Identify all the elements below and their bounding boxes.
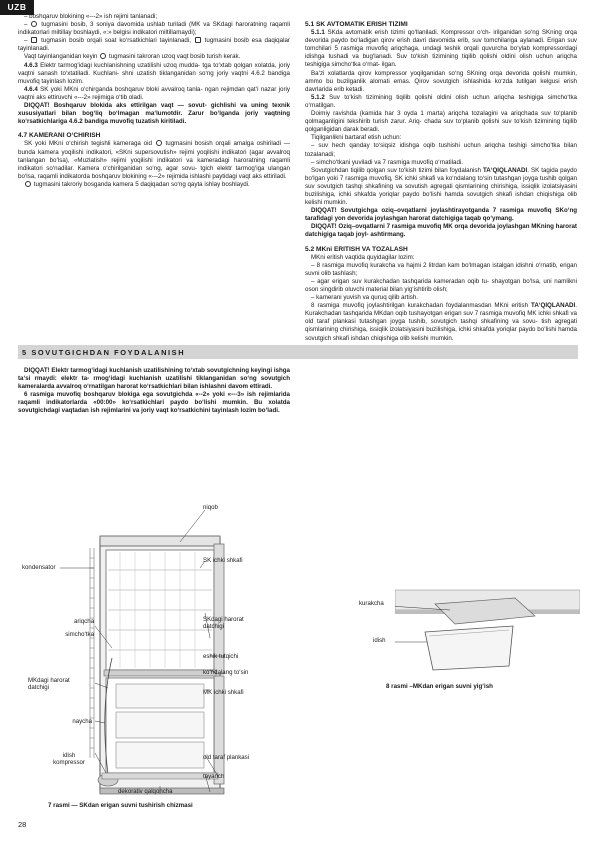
paragraph: Doimiy ravishda (kamida har 3 oyda 1 marta) ariqcha tozalagini va ariqchada suv to‘planib qolmaganligini tekshirib turish zarur. Ariq- chada suv to‘planib qolishi suv to‘kish tizimining tiqilib qolganligidan darak beradi.: [305, 110, 577, 134]
warning-paragraph: DIQQAT! Boshqaruv blokida aks ettirilgan vaqt — sovut- gichlishi va uning texnik xususiyatlari bilan bog‘liq bo‘lmagan ma‘lumotdir. Zarur bo‘lganda joriy vaqtning ko‘rsatkichlariga 4.6.2 bandiga muvofiq tuzatish kiritiladi.: [18, 102, 290, 126]
label-mk-datchik: MKdagi harorat datchigi: [28, 677, 70, 692]
power-button-icon: [25, 181, 31, 187]
paragraph: – suv hech qanday to‘siqsiz idishga oqib tushishi uchun ariqcha teshigi simcho‘tka bilan tozalanadi;: [305, 142, 577, 158]
section-heading: 5.2 MKni ERITISH VA TOZALASH: [305, 245, 408, 253]
paragraph: – kamerani yuvish va quruq qilib artish.: [311, 294, 418, 302]
label-idish: idish: [373, 637, 386, 644]
page-number: 28: [18, 820, 27, 829]
label-tayanch: tayanch: [203, 773, 225, 780]
left-column: [18, 13, 290, 189]
paragraph: 8 rasmiga muvofiq joylashtirilgan kurakchadan foydalanmasdan MKni eritish TA‘QIQLANADI. Kurakchadan tashqarida MKdan oqib tushayotgan erigan suv 7 rasmiga muvofiq MK ichki shkafi va old taraf plankasi tutashgan joyga tushib, sovutgich tashqi shkafining va sovu- tish agregati qismlarining chirishiga, issiqlik izolatsiyasini buzilishiga, ichki shkafda yoriqlar paydo bo‘lishi hamda sovutgich shkafi ishdan chiqishiga olib kelishi mumkin.: [305, 302, 577, 342]
label-old-taraf-plankasi: old taraf plankasi: [203, 754, 250, 761]
label-sk-datchik: SKdagi harorat datchigi: [203, 616, 244, 631]
label-kondalang-tosin: ko‘ndalang to‘sin: [203, 669, 249, 676]
text-line: – tugmasini bosib, 3 soniya davomida ushlab turiladi (MK va SKdagi haroratning raqamli indikatorlari miltillay boshlaydi, «:» belgisi indikatori miltillamaydi);: [18, 21, 290, 37]
paragraph: – agar erigan suv kurakchadan tashqarida kameradan oqib tu- shayotgan bo‘lsa, uni namlikni oson singdirib oluvchi material bilan yig‘ishtirib olish;: [305, 277, 577, 293]
figure-caption: 8 rasmi –MKdan erigan suvni yig‘ish: [386, 683, 493, 690]
section-heading: 4.7 KAMERANI O‘CHIRISH: [18, 132, 101, 140]
warning-paragraph: DIQQAT! Elektr tarmog‘idagi kuchlanish uzatilishining to‘xtab sovutgichning keyingi ishga ta‘si rmaydi: elektr ta- rmog‘idagi kuchlanish uzatilishi tiklanganidan so‘ng sovutgich kameralarda avvalroq o‘rnatilgan harorat ko‘rsatkichlari bilan ishlashni davom ettiradi.: [18, 367, 290, 391]
paragraph: MKni eritish vaqtida quyidagilar lozim:: [311, 253, 415, 261]
section-title: 5 SOVUTGICHDAN FOYDALANISH: [22, 348, 186, 357]
paragraph: – simcho‘tkani yuviladi va 7 rasmiga muvofiq o‘rnatiladi.: [311, 158, 464, 166]
text-line: – boshqaruv blokining «---2» ish rejimi tanlanadi;: [24, 13, 158, 20]
paragraph: Sovutgichdan tiqilib qolgan suv to‘kish tizimi bilan foydalanish TA‘QIQLANADI. SK tagida paydo bo‘lgan yoki 7 rasmiga muvofiq, SK ichki shkafi va ko‘ndalang to‘sin tutashgan joyga tushib qolgan suv sovutgich tashqi shkafining va sovutish agregati qismlarining chirishiga, issiqlik izolatsiyasini buzilishiga, ichki shkafda yoriqlar paydo bo‘lishi hamda sovutgich shkafi ishdan chiqishiga olib kelishi mumkin.: [305, 166, 577, 207]
hours-button-icon: [31, 37, 37, 43]
label-kondensator: kondensator: [22, 564, 56, 571]
paragraph: 4.6.4 SK yoki MKni o‘chirganda boshqaruv bloki avvalroq tanla- ngan rejimdan qat‘i nazar joriy vaqtni aks ettiruvchi «---2» rejimiga o‘tib oladi.: [18, 85, 290, 101]
power-button-icon: [156, 140, 162, 146]
warning-paragraph: 6 rasmiga muvofiq boshqaruv blokiga ega sovutgichda «--2» yoki «---3» ish rejimlarida raqamli indikatorlarda «00:00» ko‘rsatkichlari paydo bo‘lishi mumkin. Bu xolatda sovutgichdagi vaqtadan ish rejimlarini va joriy vaqt ko‘rsatkichini tayinlash lozim bo‘ladi.: [18, 391, 290, 415]
language-tab: UZB: [0, 0, 34, 15]
label-idish-kompressor: idish kompressor: [53, 752, 85, 767]
paragraph: Vaqt tayinlanganidan keyin tugmasini takroran uzoq vaqt bosib turish kerak.: [24, 53, 241, 61]
label-eshik-tutqichi: eshik tutqichi: [203, 653, 239, 660]
section5-intro: [18, 367, 290, 416]
text-line: – tugmasin bosib orqali soat ko‘rsatkichlari tayinlanadi, tugmasini bosib esa daqiqalar tayinlanadi.: [18, 37, 290, 53]
clock-button-icon: [31, 21, 37, 27]
right-column: [305, 21, 577, 343]
clock-button-icon: [100, 53, 106, 59]
paragraph: 5.1.2 Suv to‘kish tizimining tiqilib qolishi oldini olish uchun ariqcha teshigiga simcho‘tka o‘rnatilgan.: [305, 93, 577, 109]
figure-caption: 7 rasmi — SKdan erigan suvni tushirish chizmasi: [48, 802, 193, 809]
label-naycha: naycha: [72, 718, 92, 725]
paragraph: 5.1.1 SKda avtomatik erish tizimi qo‘llaniladi. Kompressor o‘ch- irilganidan so‘ng SKning orqa devorida paydo bo‘ladigan qirov erish davri davomida erib, suv tomchilariga aylanadi. Erigan suv tomchilari 5 rasmiga muvofiq ariqchaga, undagi teshik orqali quvurcha bo‘ylab kompressordagi idishga tushadi va bug‘lanadi. Suv to‘kish tizimining tiqilib qolishi oldini olish uchun ariqcha teshigiga simcho‘tka o‘rnat- ilgan.: [305, 29, 577, 69]
paragraph: SK yoki MKni o‘chirish tegishli kameraga oid tugmasini bosish orqali amalga oshiriladi — bunda kamera yoqilishi indikatori, «SKni supersovutish» rejimi yoqilishi indikatori (agar avvalroq tanlangan bo‘lsa), «Muzlatish» rejimi yoqilishi indikatori va kameradagi haroratning raqamli indikatori so‘nadilar. Kamera o‘chirilganidan so‘ng, agar sovu- tgich elektr tarmog‘iga ulangan bo‘lsa, raqamli indikatorda boshqaruv blokining «---2» rejimida ishlashi paytidagi vaqt aks ettiriladi.: [18, 140, 290, 180]
paragraph: Tiqilganlikni bartaraf etish uchun:: [311, 134, 402, 142]
label-ariqcha: ariqcha: [74, 618, 94, 625]
warning-paragraph: DIQQAT! Oziq–ovqatlarni 7 rasmiga muvofiq MK orqa devorida joylashgan MKning harorat datchigiga taqab joyl- ashtirmang.: [305, 223, 577, 239]
paragraph: – 8 rasmiga muvofiq kurakcha va hajmi 2 litrdan kam bo‘lmagan istalgan idishni o‘rnatib, erigan suvni olib tashlash;: [305, 261, 577, 277]
minutes-button-icon: [195, 37, 201, 43]
label-mk-ichki-shkafi: MK ichki shkafi: [203, 689, 244, 696]
paragraph: tugmasini takroriy bosganda kamera 5 daqiqadan so‘ng qayta ishlay boshlaydi.: [18, 181, 290, 189]
label-niqob: niqob: [203, 504, 218, 511]
tray-diagram: [395, 580, 580, 675]
label-kurakcha: kurakcha: [359, 600, 384, 607]
section-heading: 5.1 SK AVTOMATIK ERISH TIZIMI: [305, 21, 408, 28]
label-sk-ichki-shkafi: SK ichki shkafi: [203, 557, 243, 564]
paragraph: 4.6.3 Elektr tarmog‘idagi kuchlanishning uzatilishi uzoq mudda- tga to‘xtab qolgan xolatda, joriy vaqtni sanash to‘xtatiladi. Kuchlani- shni uzatish tiklanganidan so‘ng joriy vaqtni 4.6.2 bandiga muvofiq tayinlash lozim.: [18, 61, 290, 85]
paragraph: Ba‘zi xolatlarda qirov kompressor yoqilganidan so‘ng SKning orqa devorida qolishi mumkin, ammo bu buzilganlik alomati emas. Qirov sovutgich ishlashida ko‘zda tutilgan kelgusi erish davrlarida erib ketadi.: [305, 69, 577, 93]
label-simchotka: simcho‘tka: [65, 631, 94, 638]
warning-paragraph: DIQQAT! Sovutgichga oziq–ovqatlarni joylashtirayotganda 7 rasmiga muvofiq SKo‘ng tarafidagi yon devorida joylashgan harorat datchigiga taqab qo‘ymang.: [305, 207, 577, 223]
label-dekorativ-qalqoncha: dekorativ qalqoncha: [118, 788, 173, 795]
